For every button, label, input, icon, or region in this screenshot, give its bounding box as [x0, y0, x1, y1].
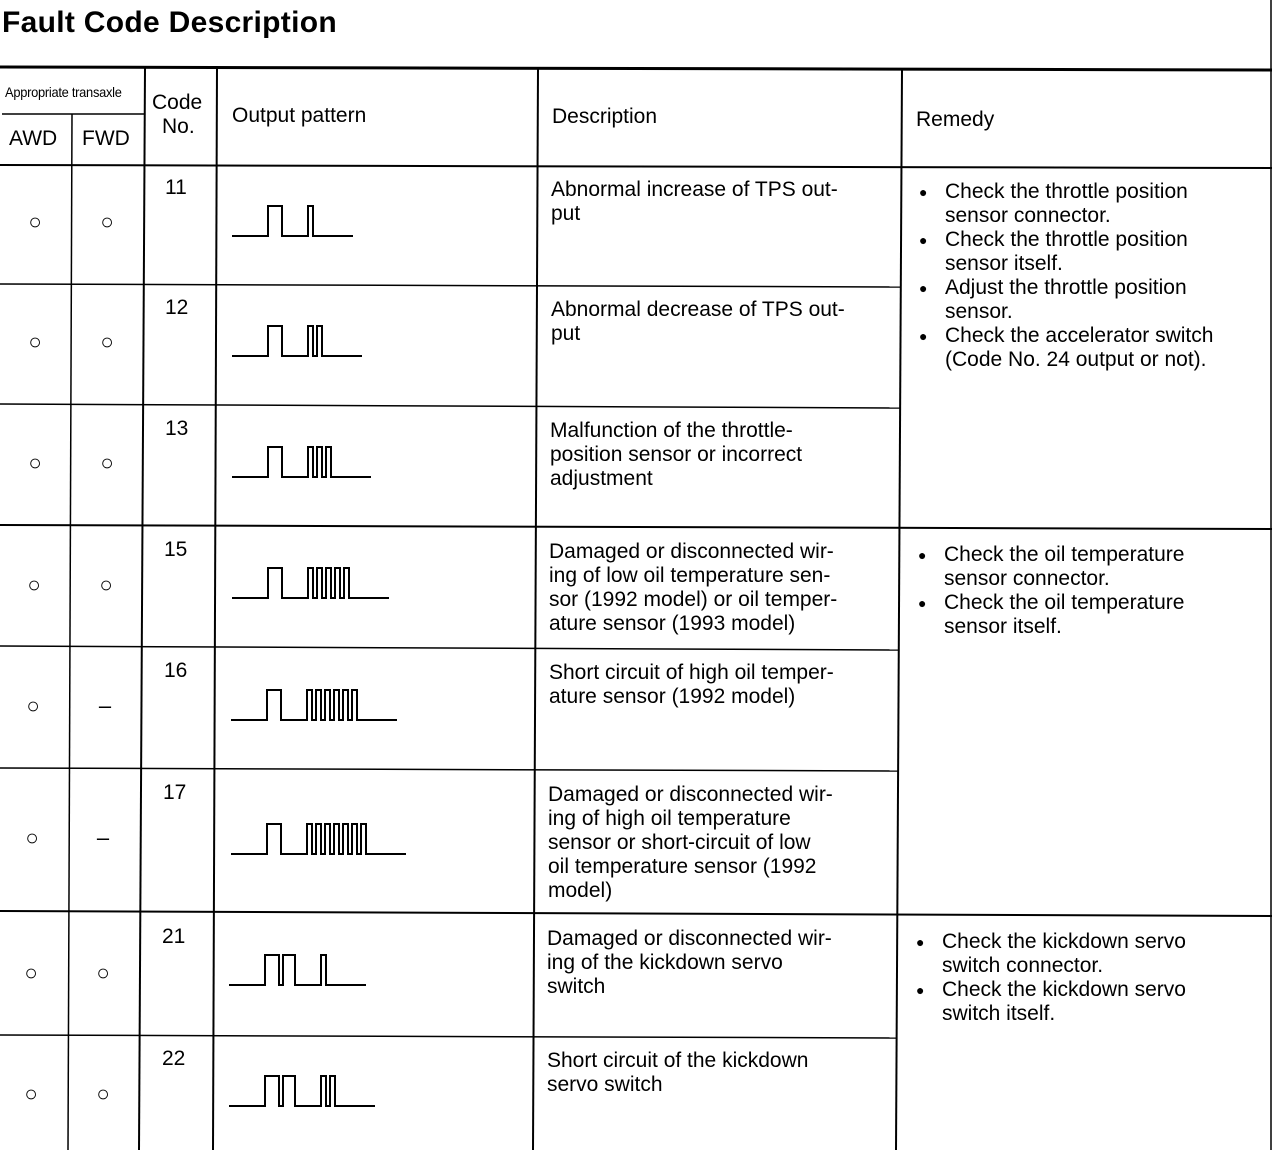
output-pattern-waveform — [229, 1072, 489, 1112]
description-line: Short circuit of the kickdown — [547, 1049, 809, 1072]
header-output-pattern: Output pattern — [232, 104, 367, 127]
remedy-item-line: ● Check the oil temperature — [944, 591, 1185, 614]
remedy-item — [917, 324, 1213, 372]
fwd-mark: ○ — [100, 450, 114, 475]
description-line: Damaged or disconnected wir- — [547, 927, 832, 950]
description-line: Malfunction of the throttle- — [550, 419, 793, 442]
remedy-item-line: sensor. — [945, 300, 1013, 323]
awd-mark: ○ — [24, 960, 38, 985]
description-line: Short circuit of high oil temper- — [549, 661, 834, 684]
fwd-mark: – — [98, 693, 112, 718]
output-pattern-waveform — [232, 564, 492, 604]
header-fwd: FWD — [82, 127, 130, 150]
description-line: ing of high oil temperature — [548, 807, 791, 830]
remedy-item-line: sensor connector. — [944, 567, 1110, 590]
header-transaxle: Appropriate transaxle — [5, 84, 122, 100]
description-line: model) — [548, 879, 613, 902]
description-line: Abnormal increase of TPS out- — [551, 178, 838, 201]
output-pattern-waveform — [231, 820, 491, 860]
awd-mark: ○ — [24, 1081, 38, 1106]
remedy-item — [916, 591, 1184, 639]
remedy-item-line: switch itself. — [942, 1002, 1056, 1025]
code-number: 16 — [164, 659, 188, 682]
code-number: 11 — [165, 176, 187, 199]
description-line: Damaged or disconnected wir- — [548, 783, 833, 806]
remedy-item — [916, 543, 1184, 591]
code-number: 17 — [163, 781, 187, 804]
remedy-item-line: switch connector. — [942, 954, 1104, 977]
waveform-path — [231, 690, 397, 720]
awd-mark: ○ — [26, 693, 40, 718]
header-description: Description — [552, 105, 658, 128]
output-pattern-waveform — [229, 951, 489, 991]
waveform-path — [232, 568, 389, 598]
remedy-item — [917, 228, 1213, 276]
remedy-item-line: ● Check the oil temperature — [944, 543, 1185, 566]
remedy-item-line: ● Adjust the throttle position — [945, 276, 1187, 299]
remedy-item — [917, 276, 1213, 324]
waveform-path — [229, 955, 366, 985]
output-pattern-waveform — [232, 322, 492, 362]
header-remedy: Remedy — [916, 108, 995, 131]
fwd-mark: – — [96, 825, 110, 850]
waveform-path — [232, 326, 362, 356]
output-pattern-waveform — [232, 443, 492, 483]
description-line: ing of low oil temperature sen- — [549, 564, 831, 587]
awd-mark: ○ — [27, 572, 41, 597]
description-line: ature sensor (1992 model) — [549, 685, 796, 708]
description-line: adjustment — [550, 467, 653, 490]
remedy-item — [914, 978, 1186, 1026]
fwd-mark: ○ — [99, 572, 113, 597]
code-number: 15 — [164, 538, 188, 561]
fwd-mark: ○ — [100, 209, 114, 234]
awd-mark: ○ — [28, 329, 42, 354]
description-line: Damaged or disconnected wir- — [549, 540, 834, 563]
description-line: ature sensor (1993 model) — [549, 612, 796, 635]
remedy-item-line: ● Check the kickdown servo — [942, 978, 1186, 1001]
awd-mark: ○ — [25, 825, 39, 850]
remedy-item — [914, 930, 1186, 978]
description-line: switch — [547, 975, 606, 998]
description-line: servo switch — [547, 1073, 663, 1096]
code-number: 22 — [162, 1047, 186, 1070]
description-line: put — [551, 202, 581, 225]
description-line: ing of the kickdown servo — [547, 951, 783, 974]
code-number: 13 — [165, 417, 189, 440]
waveform-path — [231, 824, 406, 854]
awd-mark: ○ — [28, 450, 42, 475]
code-number: 21 — [162, 925, 186, 948]
remedy-item-line: ● Check the throttle position — [945, 180, 1188, 203]
remedy-item-line: ● Check the throttle position — [945, 228, 1188, 251]
waveform-path — [232, 206, 353, 236]
description-line: oil temperature sensor (1992 — [548, 855, 817, 878]
output-pattern-waveform — [232, 202, 492, 242]
output-pattern-waveform — [231, 686, 491, 726]
description-line: position sensor or incorrect — [550, 443, 803, 466]
remedy-item — [917, 180, 1213, 228]
remedy-item-line: sensor connector. — [945, 204, 1111, 227]
awd-mark: ○ — [28, 209, 42, 234]
remedy-list — [917, 180, 1213, 372]
remedy-list — [914, 930, 1186, 1026]
waveform-path — [232, 447, 371, 477]
remedy-item-line: ● Check the kickdown servo — [942, 930, 1186, 953]
remedy-item-line: (Code No. 24 output or not). — [945, 348, 1207, 371]
header-code-line1: Code — [152, 91, 203, 114]
description-line: sor (1992 model) or oil temper- — [549, 588, 838, 611]
remedy-item-line: ● Check the accelerator switch — [945, 324, 1214, 347]
description-line: sensor or short-circuit of low — [548, 831, 811, 854]
header-code-line2: No. — [162, 115, 195, 138]
fwd-mark: ○ — [96, 1081, 110, 1106]
description-line: put — [551, 322, 581, 345]
waveform-path — [229, 1076, 375, 1106]
fwd-mark: ○ — [100, 329, 114, 354]
remedy-item-line: sensor itself. — [944, 615, 1062, 638]
page-title: Fault Code Description — [2, 6, 337, 39]
header-awd: AWD — [9, 127, 58, 150]
fwd-mark: ○ — [96, 960, 110, 985]
description-line: Abnormal decrease of TPS out- — [551, 298, 845, 321]
remedy-list — [916, 543, 1184, 639]
code-number: 12 — [165, 296, 189, 319]
remedy-item-line: sensor itself. — [945, 252, 1063, 275]
